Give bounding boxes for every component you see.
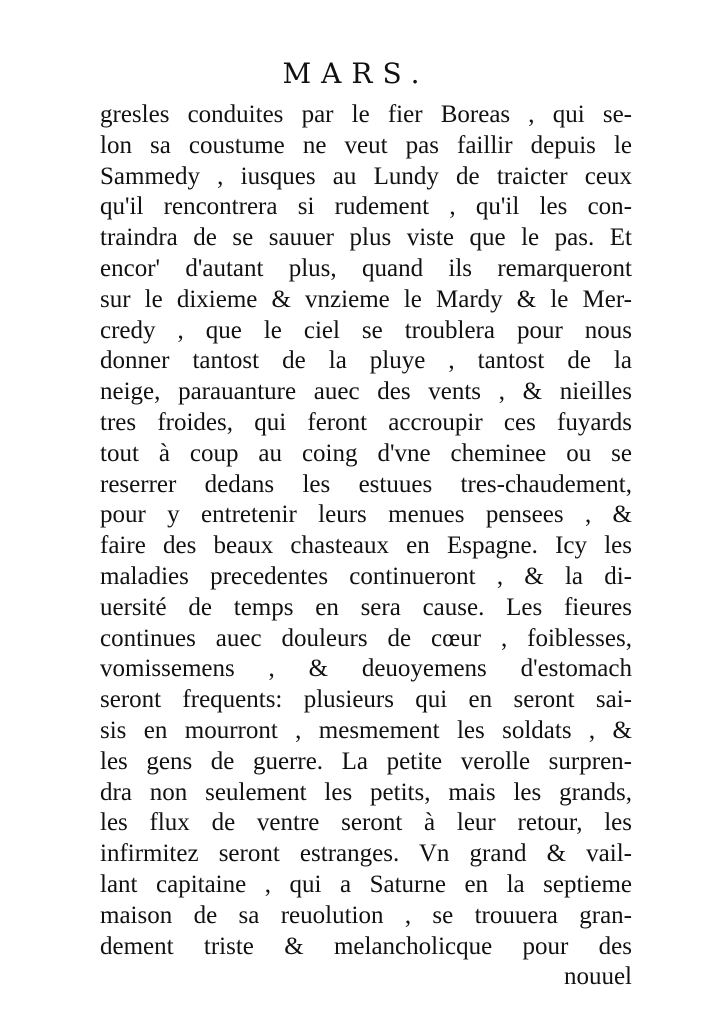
text-line: sis en mourront , mesmement les soldats , &	[100, 716, 632, 744]
text-line: reserrer dedans les estuues tres-chaudement,	[100, 470, 632, 498]
text-line: continues auec douleurs de cœur , foiblesses,	[100, 624, 632, 652]
catchword: nouuel	[563, 963, 632, 991]
text-line: encor' d'autant plus, quand ils remarqueront	[100, 254, 632, 282]
text-line: tres froides, qui feront accroupir ces fuyards	[100, 408, 632, 436]
text-line: maladies precedentes continueront , & la di-	[100, 562, 632, 590]
text-line: seront frequents: plusieurs qui en seront sai-	[100, 686, 632, 714]
text-line: dra non seulement les petits, mais les grands,	[100, 778, 632, 806]
text-line: pour y entretenir leurs menues pensees , &	[100, 501, 632, 529]
text-line: donner tantost de la pluye , tantost de la	[100, 347, 632, 375]
text-line: neige, parauanture auec des vents , & nieilles	[100, 378, 632, 406]
text-line: sur le dixieme & vnzieme le Mardy & le Mer-	[100, 285, 632, 313]
text-line: gresles conduites par le fier Boreas , qui se-	[100, 101, 632, 128]
text-line: tout à coup au coing d'vne cheminee ou se	[100, 439, 632, 467]
body-text	[100, 100, 632, 993]
text-line: les gens de guerre. La petite verolle surpren-	[100, 747, 632, 775]
text-line: lant capitaine , qui a Saturne en la septieme	[100, 870, 632, 898]
text-line: dement triste & melancholicque pour des	[100, 932, 632, 960]
text-line: vomissemens , & deuoyemens d'estomach	[100, 655, 632, 683]
text-line: maison de sa reuolution , se trouuera gran-	[100, 901, 632, 929]
text-line: les flux de ventre seront à leur retour, les	[100, 809, 632, 837]
text-line: infirmitez seront estranges. Vn grand & vail-	[100, 840, 632, 868]
text-line: lon sa coustume ne veut pas faillir depuis le	[100, 131, 632, 159]
text-line: qu'il rencontrera si rudement , qu'il les con-	[100, 193, 632, 221]
text-line: faire des beaux chasteaux en Espagne. Icy les	[100, 532, 632, 560]
running-head: MARS.	[282, 57, 430, 90]
text-line: credy , que le ciel se troublera pour nous	[100, 316, 632, 344]
text-line: uersité de temps en sera cause. Les fieures	[100, 593, 632, 621]
text-line: Sammedy , iusques au Lundy de traicter ceux	[100, 162, 632, 190]
text-line: traindra de se sauuer plus viste que le pas. Et	[100, 224, 632, 252]
